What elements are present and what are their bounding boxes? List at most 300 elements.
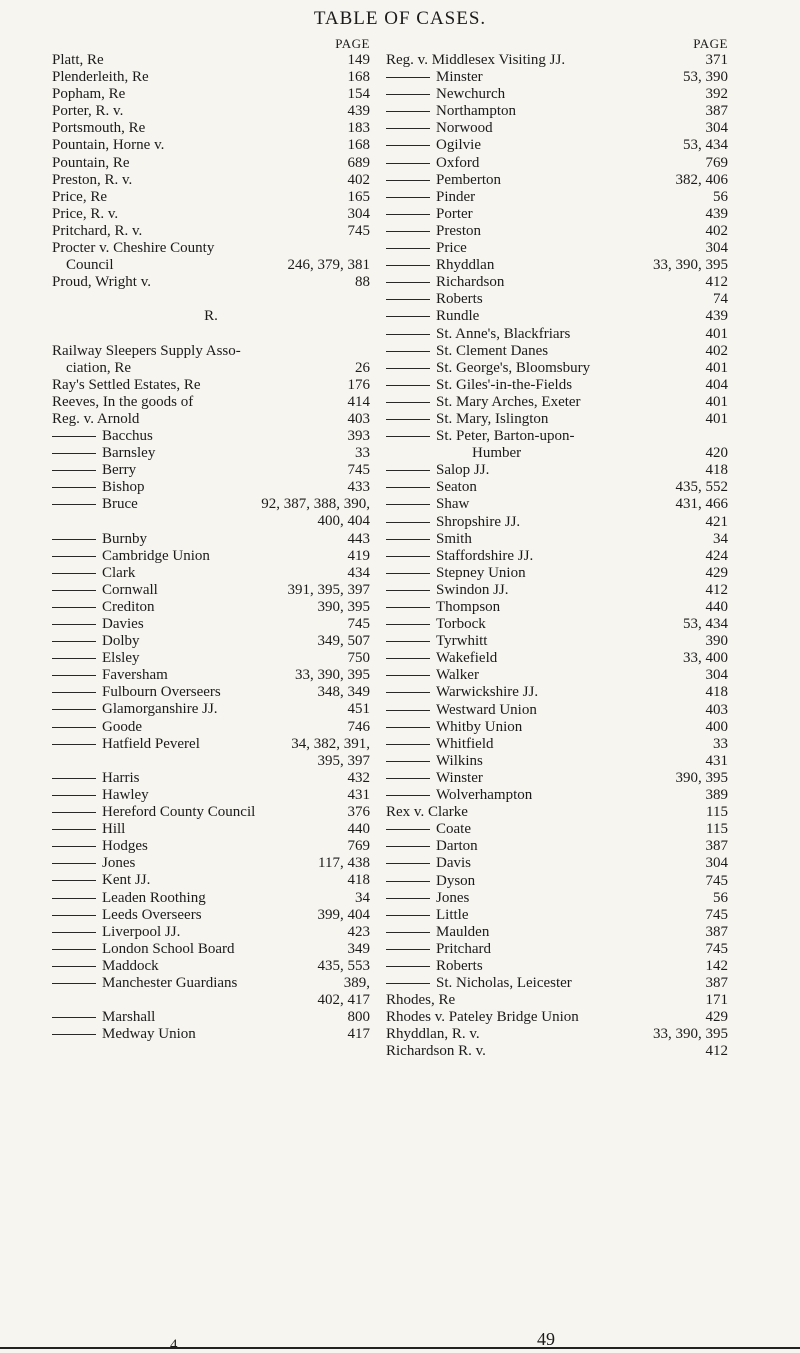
index-entry: [52, 206, 370, 223]
entry-label: Wolverhampton: [436, 787, 533, 804]
page-number-left: 4: [170, 1337, 178, 1353]
entry-page: 439: [702, 206, 729, 223]
index-entry: [386, 1026, 728, 1043]
entry-page: 417: [344, 1026, 371, 1043]
spacer: [52, 325, 370, 342]
entry-label: Roberts: [436, 957, 483, 974]
index-entry: [52, 719, 370, 736]
entry-label: Little: [436, 906, 469, 923]
entry-page: 304: [344, 206, 371, 223]
index-entry: [52, 599, 370, 616]
entry-page: 419: [344, 548, 371, 565]
index-entry: [386, 496, 728, 513]
entry-label: Rex v. Clarke: [386, 804, 468, 821]
entry-page: 183: [344, 120, 371, 137]
entry-page: 403: [344, 411, 371, 428]
right-column: [386, 36, 728, 1061]
entry-label: Warwickshire JJ.: [436, 684, 539, 701]
index-entry: [386, 890, 728, 907]
index-entry: [52, 69, 370, 86]
entry-page: 304: [702, 667, 729, 684]
entry-label: Norwood: [436, 120, 493, 137]
entry-label: Plenderleith, Re: [52, 69, 149, 86]
entry-page: 392: [702, 86, 729, 103]
index-entry: [386, 684, 728, 701]
index-entry: [386, 462, 728, 479]
entry-label: Davies: [102, 616, 144, 632]
entry-page: 387: [702, 975, 729, 992]
entry-label: Whitby Union: [436, 718, 523, 735]
entry-label: Proud, Wright v.: [52, 274, 151, 291]
entry-page: 56: [709, 890, 728, 907]
index-entry: [386, 479, 728, 496]
entry-label: Fulbourn Overseers: [102, 684, 221, 701]
entry-label: Harris: [102, 769, 140, 786]
entry-label: Reg. v. Middlesex Visiting JJ.: [386, 52, 566, 68]
entry-label: Westward Union: [436, 701, 537, 718]
entry-page: 168: [344, 137, 371, 154]
entry-page: 115: [702, 821, 728, 838]
index-entry: [52, 155, 370, 172]
entry-page: 401: [702, 411, 729, 428]
entry-label: Swindon JJ.: [436, 581, 509, 598]
index-entry: [52, 343, 370, 360]
page-column-header: PAGE: [335, 36, 370, 51]
entry-label: Richardson: [436, 274, 505, 291]
entry-label: Price, R. v.: [52, 205, 119, 222]
entry-page: 26: [351, 360, 370, 377]
entry-label: Richardson R. v.: [386, 1043, 486, 1060]
entry-page: 402, 417: [314, 992, 371, 1009]
entry-label: Burnby: [102, 530, 147, 547]
entry-label: Whitfield: [436, 735, 494, 752]
page-column-header: PAGE: [693, 36, 728, 51]
index-entry: [386, 941, 728, 958]
entry-page: 171: [702, 992, 729, 1009]
entry-page: 33: [709, 736, 728, 753]
index-entry: [52, 958, 370, 975]
entry-page: 746: [344, 719, 371, 736]
entry-page: 423: [344, 924, 371, 941]
entry-page: 400, 404: [314, 513, 371, 530]
entry-page: 412: [702, 1043, 729, 1060]
index-entry: [52, 360, 370, 377]
index-entry: [386, 257, 728, 274]
index-entry: [52, 667, 370, 684]
entry-label: Leeds Overseers: [102, 906, 202, 923]
entry-label: Manchester Guardians: [102, 974, 238, 991]
entry-page: 429: [702, 1009, 729, 1026]
entry-page: 745: [702, 873, 729, 890]
entry-label: Pinder: [436, 188, 476, 205]
page-title: TABLE OF CASES.: [313, 8, 487, 29]
index-entry: [52, 240, 370, 257]
entry-page: 33, 390, 395: [649, 257, 728, 274]
entry-label: Ogilvie: [436, 137, 481, 154]
index-entry: [386, 736, 728, 753]
entry-label: Minster: [436, 69, 483, 86]
entry-label: Clark: [102, 564, 136, 581]
index-entry: [52, 924, 370, 941]
entry-label: Pountain, Horne v.: [52, 137, 165, 154]
entry-page: 412: [702, 582, 729, 599]
entry-page: 165: [344, 189, 371, 206]
entry-page: 395, 397: [314, 753, 371, 770]
entry-page: 402: [702, 223, 729, 240]
entry-label: St. George's, Bloomsbury: [436, 359, 591, 376]
index-entry: [386, 1009, 728, 1026]
entry-page: 421: [702, 514, 729, 531]
entry-label: Maulden: [436, 923, 490, 940]
index-entry: [52, 172, 370, 189]
entry-label: Thompson: [436, 599, 501, 615]
entry-page: 443: [344, 531, 371, 548]
entry-page: 402: [344, 172, 371, 189]
spacer: [52, 291, 370, 308]
index-entry: [52, 890, 370, 907]
index-entry: [386, 873, 728, 890]
entry-page: 689: [344, 155, 371, 172]
index-entry: [52, 223, 370, 240]
entry-page: 435, 552: [672, 479, 729, 496]
index-entry: [52, 907, 370, 924]
entry-label: Hodges: [102, 838, 148, 855]
index-entry: [386, 223, 728, 240]
entry-page: 440: [702, 599, 729, 616]
entry-page: 424: [702, 548, 729, 565]
entry-label: St. Mary Arches, Exeter: [436, 393, 581, 410]
index-entry: [386, 411, 728, 428]
index-entry: [386, 240, 728, 257]
entry-label: Wilkins: [436, 752, 483, 769]
entry-page: 404: [702, 377, 729, 394]
entry-page: 246, 379, 381: [284, 257, 371, 274]
entry-page: 769: [702, 155, 729, 172]
index-entry: [386, 616, 728, 633]
index-entry: [386, 206, 728, 223]
entry-page: 33, 390, 395: [291, 667, 370, 684]
entry-label: Hereford County Council: [102, 804, 256, 821]
entry-label: London School Board: [102, 940, 235, 957]
index-entry: [52, 872, 370, 889]
index-entry: [52, 428, 370, 445]
entry-page: 391, 395, 397: [284, 582, 371, 599]
entry-label: Portsmouth, Re: [52, 120, 146, 137]
entry-label: Roberts: [436, 291, 483, 308]
index-entry: [52, 1026, 370, 1043]
entry-page: 435, 553: [314, 958, 371, 975]
index-entry: [52, 941, 370, 958]
entry-label: Oxford: [436, 154, 480, 171]
entry-label: Rhyddlan: [436, 257, 495, 274]
entry-page: 745: [702, 941, 729, 958]
index-entry: [52, 496, 370, 513]
entry-label: Porter: [436, 205, 473, 222]
entry-page: 382, 406: [672, 172, 729, 189]
entry-page: 92, 387, 388, 390,: [257, 496, 370, 513]
index-entry: [386, 445, 728, 462]
entry-page: 149: [344, 52, 371, 69]
entry-label: Leaden Roothing: [102, 889, 206, 906]
index-entry: [386, 907, 728, 924]
entry-label: Northampton: [436, 103, 516, 120]
index-entry: [52, 701, 370, 718]
entry-page: 399, 404: [314, 907, 371, 924]
entry-label: Rhyddlan, R. v.: [386, 1026, 480, 1043]
index-entry: [52, 838, 370, 855]
entry-label: St. Clement Danes: [436, 342, 549, 359]
index-entry: [386, 326, 728, 343]
index-entry: [386, 958, 728, 975]
index-entry: [386, 360, 728, 377]
entry-label: Council: [66, 257, 114, 274]
index-entry: [52, 103, 370, 120]
index-entry: [52, 650, 370, 667]
entry-page: 176: [344, 377, 371, 394]
entry-page: 387: [702, 103, 729, 120]
entry-page: 439: [702, 308, 729, 325]
index-entry: [386, 992, 728, 1009]
entry-label: Rhodes, Re: [386, 992, 456, 1009]
page-number-right: 49: [537, 1329, 555, 1349]
entry-label: St. Peter, Barton-upon-: [436, 428, 575, 445]
index-entry: [386, 667, 728, 684]
left-column: [52, 36, 370, 1043]
index-entry: [386, 343, 728, 360]
entry-page: 418: [344, 872, 371, 889]
index-entry: [52, 770, 370, 787]
entry-page: 56: [709, 189, 728, 206]
entry-label: Hawley: [102, 786, 149, 803]
entry-page: 304: [702, 240, 729, 257]
entry-page: 401: [702, 326, 729, 343]
index-entry: [386, 975, 728, 992]
index-entry: [52, 445, 370, 462]
index-entry: [386, 428, 728, 445]
entry-page: 390: [702, 633, 729, 650]
entry-page: 154: [344, 86, 371, 103]
entry-page: 750: [344, 650, 371, 667]
index-entry: [52, 616, 370, 633]
entry-page: 88: [351, 274, 370, 291]
entry-page: 431: [344, 787, 371, 804]
index-entry: [52, 86, 370, 103]
entry-label: ciation, Re: [66, 359, 131, 376]
entry-page: 433: [344, 479, 371, 496]
entry-page: 800: [344, 1009, 371, 1026]
index-entry: [386, 86, 728, 103]
entry-page: 53, 434: [679, 137, 728, 154]
index-entry: [52, 684, 370, 701]
entry-page: 745: [344, 616, 371, 633]
entry-label: Hatfield Peverel: [102, 735, 200, 752]
entry-label: Winster: [436, 769, 483, 786]
entry-page: 431: [702, 753, 729, 770]
entry-label: Shaw: [436, 496, 470, 513]
index-entry: [386, 565, 728, 582]
entry-label: Reeves, In the goods of: [52, 393, 194, 410]
entry-page: 412: [702, 274, 729, 291]
index-entry: [386, 274, 728, 291]
entry-label: Walker: [436, 667, 479, 684]
entry-label: Hill: [102, 821, 126, 838]
entry-label: Crediton: [102, 598, 155, 615]
index-entry: [386, 821, 728, 838]
index-entry: [52, 548, 370, 565]
index-entry: [386, 172, 728, 189]
entry-page: 53, 434: [679, 616, 728, 633]
entry-label: St. Nicholas, Leicester: [436, 975, 572, 992]
entry-page: 387: [702, 838, 729, 855]
entry-label: Liverpool JJ.: [102, 923, 181, 940]
entry-label: Price: [436, 240, 467, 257]
entry-label: Berry: [102, 462, 137, 479]
index-entry: [52, 479, 370, 496]
index-entry: [386, 514, 728, 531]
entry-page: 304: [702, 855, 729, 872]
entry-page: 389,: [340, 975, 370, 992]
entry-page: 401: [702, 394, 729, 411]
entry-page: 34: [351, 890, 370, 907]
entry-label: Shropshire JJ.: [436, 513, 521, 530]
index-entry: [386, 702, 728, 719]
entry-label: Marshall: [102, 1009, 156, 1026]
entry-label: Pountain, Re: [52, 154, 130, 171]
index-entry: [52, 377, 370, 394]
entry-label: Rhodes v. Pateley Bridge Union: [386, 1009, 579, 1026]
entry-label: Dolby: [102, 633, 140, 650]
entry-label: St. Giles'-in-the-Fields: [436, 376, 573, 393]
left-entries: [52, 52, 370, 1043]
index-entry: [52, 52, 370, 69]
entry-page: 745: [344, 462, 371, 479]
index-entry: [386, 633, 728, 650]
entry-label: Goode: [102, 718, 142, 735]
entry-page: 304: [702, 120, 729, 137]
entry-page: 142: [702, 958, 729, 975]
entry-page: 439: [344, 103, 371, 120]
entry-page: 403: [702, 702, 729, 719]
entry-page: 33: [351, 445, 370, 462]
entry-label: Smith: [436, 530, 472, 547]
index-entry: [386, 103, 728, 120]
section-letter: R.: [204, 308, 218, 325]
entry-page: 745: [702, 907, 729, 924]
entry-label: Humber: [472, 445, 522, 462]
entry-page: 434: [344, 565, 371, 582]
index-entry: [386, 189, 728, 206]
entry-label: Maddock: [102, 957, 159, 974]
entry-page: 33, 400: [679, 650, 728, 667]
index-entry: [52, 120, 370, 137]
index-entry: [386, 52, 728, 69]
entry-page: 769: [344, 838, 371, 855]
index-entry: [52, 462, 370, 479]
index-entry: [52, 855, 370, 872]
index-entry: [52, 992, 370, 1009]
entry-page: 349: [344, 941, 371, 958]
index-entry: [386, 855, 728, 872]
index-entry: [52, 804, 370, 821]
entry-label: St. Anne's, Blackfriars: [436, 325, 571, 342]
entry-page: 33, 390, 395: [649, 1026, 728, 1043]
index-entry: [386, 770, 728, 787]
entry-label: Darton: [436, 838, 478, 855]
entry-page: 451: [344, 701, 371, 718]
entry-label: Rundle: [436, 308, 480, 325]
entry-label: Cornwall: [102, 581, 158, 598]
index-entry: [52, 736, 370, 753]
right-entries: [386, 52, 728, 1061]
entry-page: 387: [702, 924, 729, 941]
entry-page: 371: [702, 52, 729, 69]
entry-label: Torbock: [436, 616, 486, 633]
index-entry: [386, 531, 728, 548]
entry-label: Pritchard: [436, 940, 491, 957]
index-entry: [52, 821, 370, 838]
index-entry: [52, 633, 370, 650]
entry-page: 34, 382, 391,: [287, 736, 370, 753]
entry-page: 115: [702, 804, 728, 821]
bottom-rule: [0, 1347, 800, 1349]
entry-page: 420: [702, 445, 729, 462]
entry-page: 390, 395: [314, 599, 371, 616]
index-entry: [386, 308, 728, 325]
index-entry: [52, 411, 370, 428]
index-entry: [52, 189, 370, 206]
entry-page: 401: [702, 360, 729, 377]
entry-page: 418: [702, 684, 729, 701]
entry-label: Glamorganshire JJ.: [102, 701, 218, 718]
index-entry: [52, 582, 370, 599]
entry-label: Seaton: [436, 479, 477, 496]
entry-label: Stepney Union: [436, 564, 526, 581]
entry-label: Preston: [436, 222, 481, 239]
index-entry: [386, 787, 728, 804]
index-entry: [386, 548, 728, 565]
entry-label: Dyson: [436, 872, 476, 889]
entry-label: Newchurch: [436, 86, 506, 103]
index-entry: [386, 291, 728, 308]
entry-label: Platt, Re: [52, 52, 104, 68]
entry-label: Cambridge Union: [102, 547, 210, 564]
entry-label: Bacchus: [102, 427, 153, 444]
entry-label: Pemberton: [436, 171, 501, 188]
index-entry: [386, 394, 728, 411]
entry-label: Jones: [102, 855, 136, 872]
entry-label: Faversham: [102, 667, 168, 684]
entry-label: Davis: [436, 855, 471, 872]
entry-label: Elsley: [102, 650, 140, 667]
index-entry: [52, 1009, 370, 1026]
index-entry: [52, 513, 370, 530]
index-entry: [386, 137, 728, 154]
entry-label: Medway Union: [102, 1026, 196, 1043]
index-entry: [386, 69, 728, 86]
index-entry: [386, 377, 728, 394]
entry-page: 429: [702, 565, 729, 582]
entry-label: Staffordshire JJ.: [436, 547, 534, 564]
entry-label: Popham, Re: [52, 86, 126, 103]
entry-page: 745: [344, 223, 371, 240]
entry-label: Jones: [436, 889, 470, 906]
entry-label: St. Mary, Islington: [436, 410, 549, 427]
entry-label: Price, Re: [52, 188, 107, 205]
entry-label: Coate: [436, 821, 471, 838]
index-entry: [386, 155, 728, 172]
entry-label: Reg. v. Arnold: [52, 410, 140, 427]
index-entry: [386, 599, 728, 616]
